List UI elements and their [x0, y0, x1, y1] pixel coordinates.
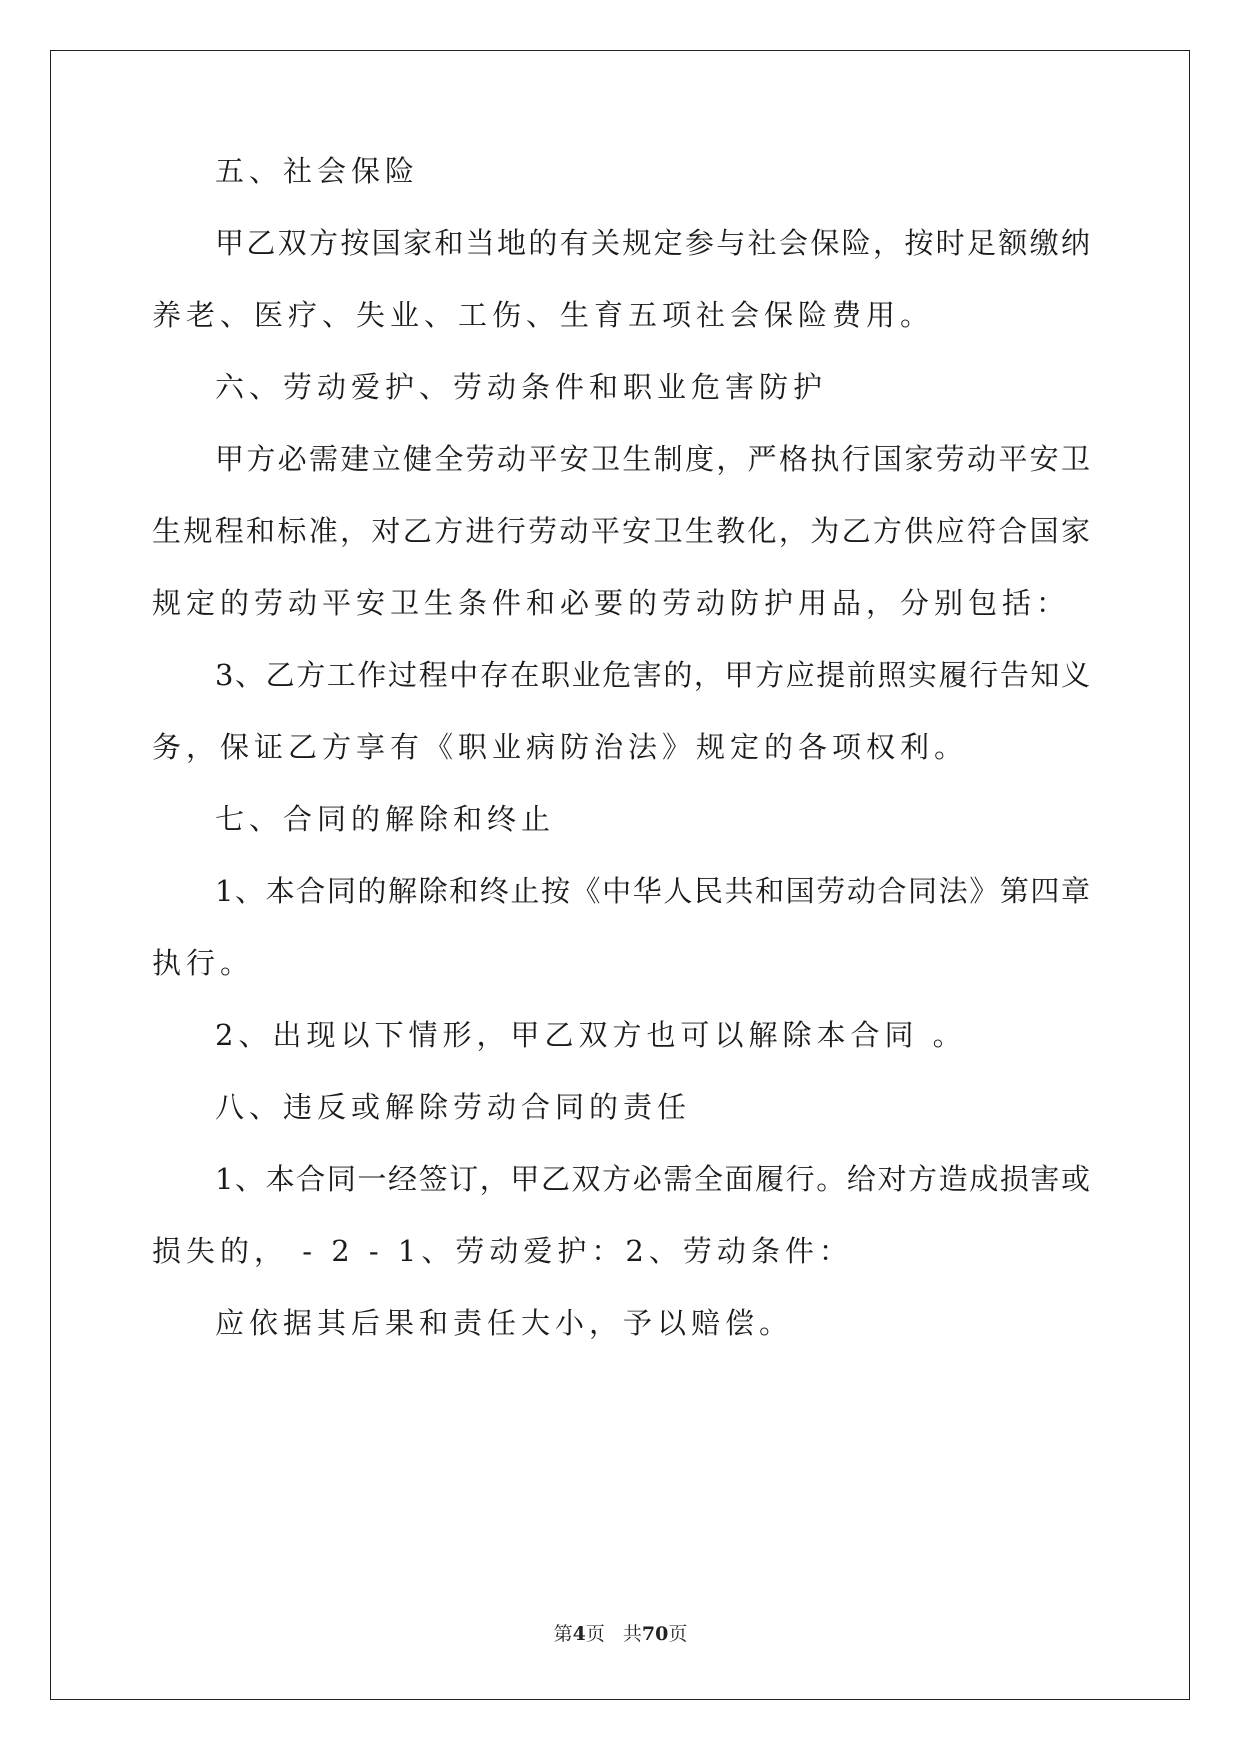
paragraph-line: 养老、医疗、失业、工伤、生育五项社会保险费用。 [152, 298, 935, 332]
paragraph-line: 3、乙方工作过程中存在职业危害的，甲方应提前照实履行告知义 [215, 658, 1090, 692]
section-heading-social-insurance: 五、社会保险 [215, 154, 420, 188]
paragraph-line: 1、本合同的解除和终止按《中华人民共和国劳动合同法》第四章 [215, 874, 1090, 908]
paragraph-line: 甲方必需建立健全劳动平安卫生制度，严格执行国家劳动平安卫 [215, 442, 1090, 476]
section-heading-liability: 八、违反或解除劳动合同的责任 [215, 1090, 692, 1124]
paragraph-line: 1、本合同一经签订，甲乙双方必需全面履行。给对方造成损害或 [215, 1162, 1090, 1196]
paragraph-line: 生规程和标准，对乙方进行劳动平安卫生教化，为乙方供应符合国家 [152, 514, 1090, 548]
paragraph-line: 执行。 [152, 946, 255, 980]
section-heading-labor-protection: 六、劳动爱护、劳动条件和职业危害防护 [215, 370, 828, 404]
paragraph-line: 2、出现以下情形，甲乙双方也可以解除本合同 。 [215, 1018, 967, 1052]
total-prefix: 共 [622, 1623, 642, 1645]
page-suffix: 页 [585, 1623, 605, 1645]
paragraph-line: 规定的劳动平安卫生条件和必要的劳动防护用品，分别包括： [152, 586, 1071, 620]
page-number: 4 [572, 1623, 586, 1645]
paragraph-line: 损失的， - 2 - 1、劳动爱护：2、劳动条件： [152, 1234, 853, 1268]
paragraph-line: 务，保证乙方享有《职业病防治法》规定的各项权利。 [152, 730, 969, 764]
page-footer [0, 1622, 1241, 1646]
paragraph-line: 甲乙双方按国家和当地的有关规定参与社会保险，按时足额缴纳 [215, 226, 1090, 260]
total-pages: 70 [641, 1623, 669, 1645]
page-prefix: 第 [553, 1623, 573, 1645]
total-suffix: 页 [668, 1623, 688, 1645]
paragraph-line: 应依据其后果和责任大小，予以赔偿。 [215, 1306, 794, 1340]
section-heading-termination: 七、合同的解除和终止 [215, 802, 556, 836]
